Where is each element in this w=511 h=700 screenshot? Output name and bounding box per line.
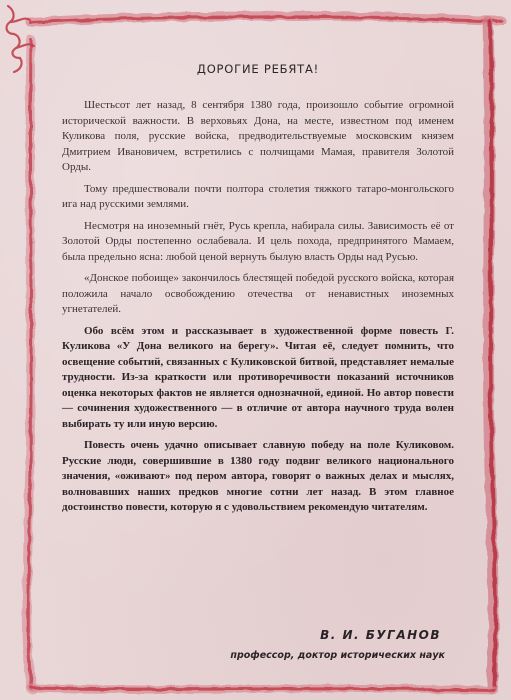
- page-title: ДОРОГИЕ РЕБЯТА!: [196, 62, 320, 76]
- paragraph-yoke: Тому предшествовали почти полтора столетия тяжкого татаро-монгольского ига над русскими землями.: [62, 182, 454, 210]
- author-title: профессор, доктор исторических наук: [230, 650, 445, 661]
- paragraph-intro: Шестьсот лет назад, 8 сентября 1380 года, произошло событие огромной исторической важности. В верховьях Дона, на месте, известном под именем Куликова поля, русские войска, предводительствуемые московским князем Дмитрием Ивановичем, встретились с полчищами Мамая, правителя Золотой Орды.: [62, 99, 454, 173]
- paragraph-novel: Обо всём этом и рассказывает в художественной форме повесть Г. Куликова «У Дона великого на берегу». Читая её, следует помнить, что освещение событий, связанных с Куликовской битвой, представляет немалые трудности. Из-за краткости или противоречивости показаний источников оценка некоторых фактов не является однозначной, единой. Но автор повести — сочинения художественного — в отличие от автора научного труда волен выбирать ту или иную версию.: [62, 324, 454, 430]
- author-signature: В. И. БУГАНОВ: [320, 628, 441, 642]
- paragraph-recommendation: Повесть очень удачно описывает славную победу на поле Куликовом. Русские люди, совершившие в 1380 году подвиг великого национального значения, «оживают» под пером автора, говорят о важных делах и мыслях, волновавших наших предков многие сотни лет назад. В этом главное достоинство повести, которую я с удовольствием рекомендую читателям.: [62, 439, 454, 513]
- paragraph-battle: «Донское побоище» закончилось блестящей победой русского войска, которая положила начало освобождению отечества от ненавистных иноземных угнетателей.: [62, 272, 454, 315]
- corner-ornament-icon: [0, 0, 40, 90]
- letter-body: [62, 62, 454, 522]
- paragraph-rus-strength: Несмотря на иноземный гнёт, Русь крепла, набирала силы. Зависимость её от Золотой Орды постепенно ослабевала. И цель похода, предпринятого Мамаем, была предельно ясна: любой ценой вернуть былую власть Орды над Русью.: [62, 219, 454, 263]
